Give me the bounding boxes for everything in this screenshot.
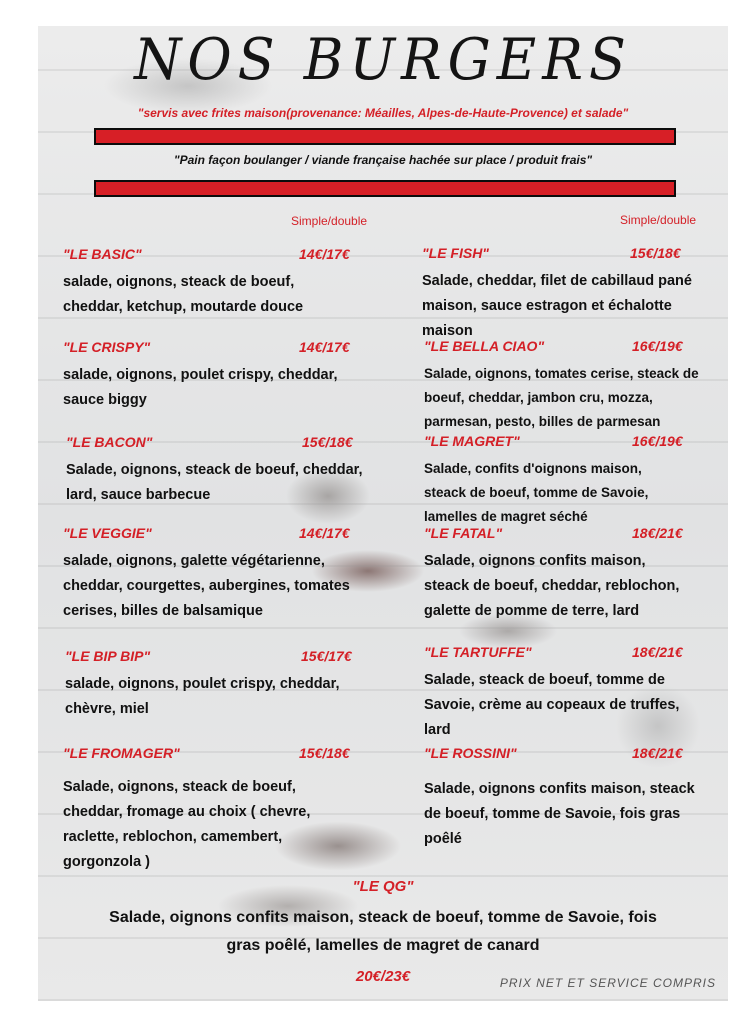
item-price: 15€/18€ xyxy=(299,745,350,761)
red-divider-bottom xyxy=(94,180,676,197)
item-price: 16€/19€ xyxy=(632,433,683,449)
item-name: "LE BELLA CIAO" xyxy=(424,338,545,354)
item-price: 14€/17€ xyxy=(299,339,350,355)
item-price: 18€/21€ xyxy=(632,644,683,660)
red-divider-top xyxy=(94,128,676,145)
item-description: Salade, oignons confits maison, steack de boeuf, tomme de Savoie, fois gras poêlé xyxy=(424,781,695,847)
item-description: salade, oignons, poulet crispy, cheddar, sauce biggy xyxy=(63,367,338,408)
subtitle-sides: "servis avec frites maison(provenance: Méailles, Alpes-de-Haute-Provence) et salade" xyxy=(137,106,629,120)
item-name: "LE VEGGIE" xyxy=(63,525,152,541)
right-column-header: Simple/double xyxy=(620,213,697,227)
item-description: salade, oignons, galette végétarienne, cheddar, courgettes, aubergines, tomates cerises, billes de balsamique xyxy=(63,553,350,619)
item-description: salade, oignons, steack de boeuf, cheddar, ketchup, moutarde douce xyxy=(63,274,304,315)
item-description: Salade, steack de boeuf, tomme de Savoie, crème au copeaux de truffes, lard xyxy=(424,672,680,738)
item-name: "LE ROSSINI" xyxy=(424,745,517,761)
item-name: "LE FISH" xyxy=(422,245,489,261)
item-description: Salade, confits d'oignons maison, steack de boeuf, tomme de Savoie, lamelles de magret séché xyxy=(424,461,649,524)
item-price: 14€/17€ xyxy=(299,246,350,262)
item-name: "LE MAGRET" xyxy=(424,433,520,449)
item-price: 15€/17€ xyxy=(301,648,352,664)
item-price: 15€/18€ xyxy=(630,245,681,261)
item-name: "LE BACON" xyxy=(66,434,153,450)
item-description: Salade, oignons confits maison, steack de boeuf, cheddar, reblochon, galette de pomme de terre, lard xyxy=(424,553,680,619)
item-description: Salade, cheddar, filet de cabillaud pané maison, sauce estragon et échalotte maison xyxy=(422,273,692,339)
item-description: Salade, oignons, steack de boeuf, cheddar, fromage au choix ( chevre, raclette, reblochon, camembert, gorgonzola ) xyxy=(63,779,311,870)
item-price: 15€/18€ xyxy=(302,434,353,450)
price-note: PRIX NET ET SERVICE COMPRIS xyxy=(499,976,716,990)
item-name: "LE BASIC" xyxy=(63,246,142,262)
item-name: "LE FATAL" xyxy=(424,525,503,541)
left-column-header: Simple/double xyxy=(291,214,368,228)
item-description: Salade, oignons, tomates cerise, steack de boeuf, cheddar, jambon cru, mozza, parmesan, pesto, billes de parmesan xyxy=(424,366,699,429)
special-item-name: "LE QG" xyxy=(352,878,414,895)
item-name: "LE FROMAGER" xyxy=(63,745,180,761)
item-name: "LE CRISPY" xyxy=(63,339,151,355)
subtitle-bread: "Pain façon boulanger / viande française hachée sur place / produit frais" xyxy=(173,153,593,167)
special-item-description: Salade, oignons confits maison, steack de boeuf, tomme de Savoie, fois gras poêlé, lamelles de magret de canard xyxy=(109,909,657,954)
item-price: 14€/17€ xyxy=(299,525,350,541)
item-description: Salade, oignons, steack de boeuf, cheddar, lard, sauce barbecue xyxy=(66,462,363,503)
item-price: 16€/19€ xyxy=(632,338,683,354)
page-title: NOS BURGERS xyxy=(134,26,632,93)
item-name: "LE BIP BIP" xyxy=(65,648,151,664)
menu-sheet xyxy=(38,26,728,1001)
item-price: 18€/21€ xyxy=(632,525,683,541)
item-description: salade, oignons, poulet crispy, cheddar, chèvre, miel xyxy=(65,676,340,717)
item-price: 18€/21€ xyxy=(632,745,683,761)
special-item-price: 20€/23€ xyxy=(355,968,411,985)
item-name: "LE TARTUFFE" xyxy=(424,644,532,660)
